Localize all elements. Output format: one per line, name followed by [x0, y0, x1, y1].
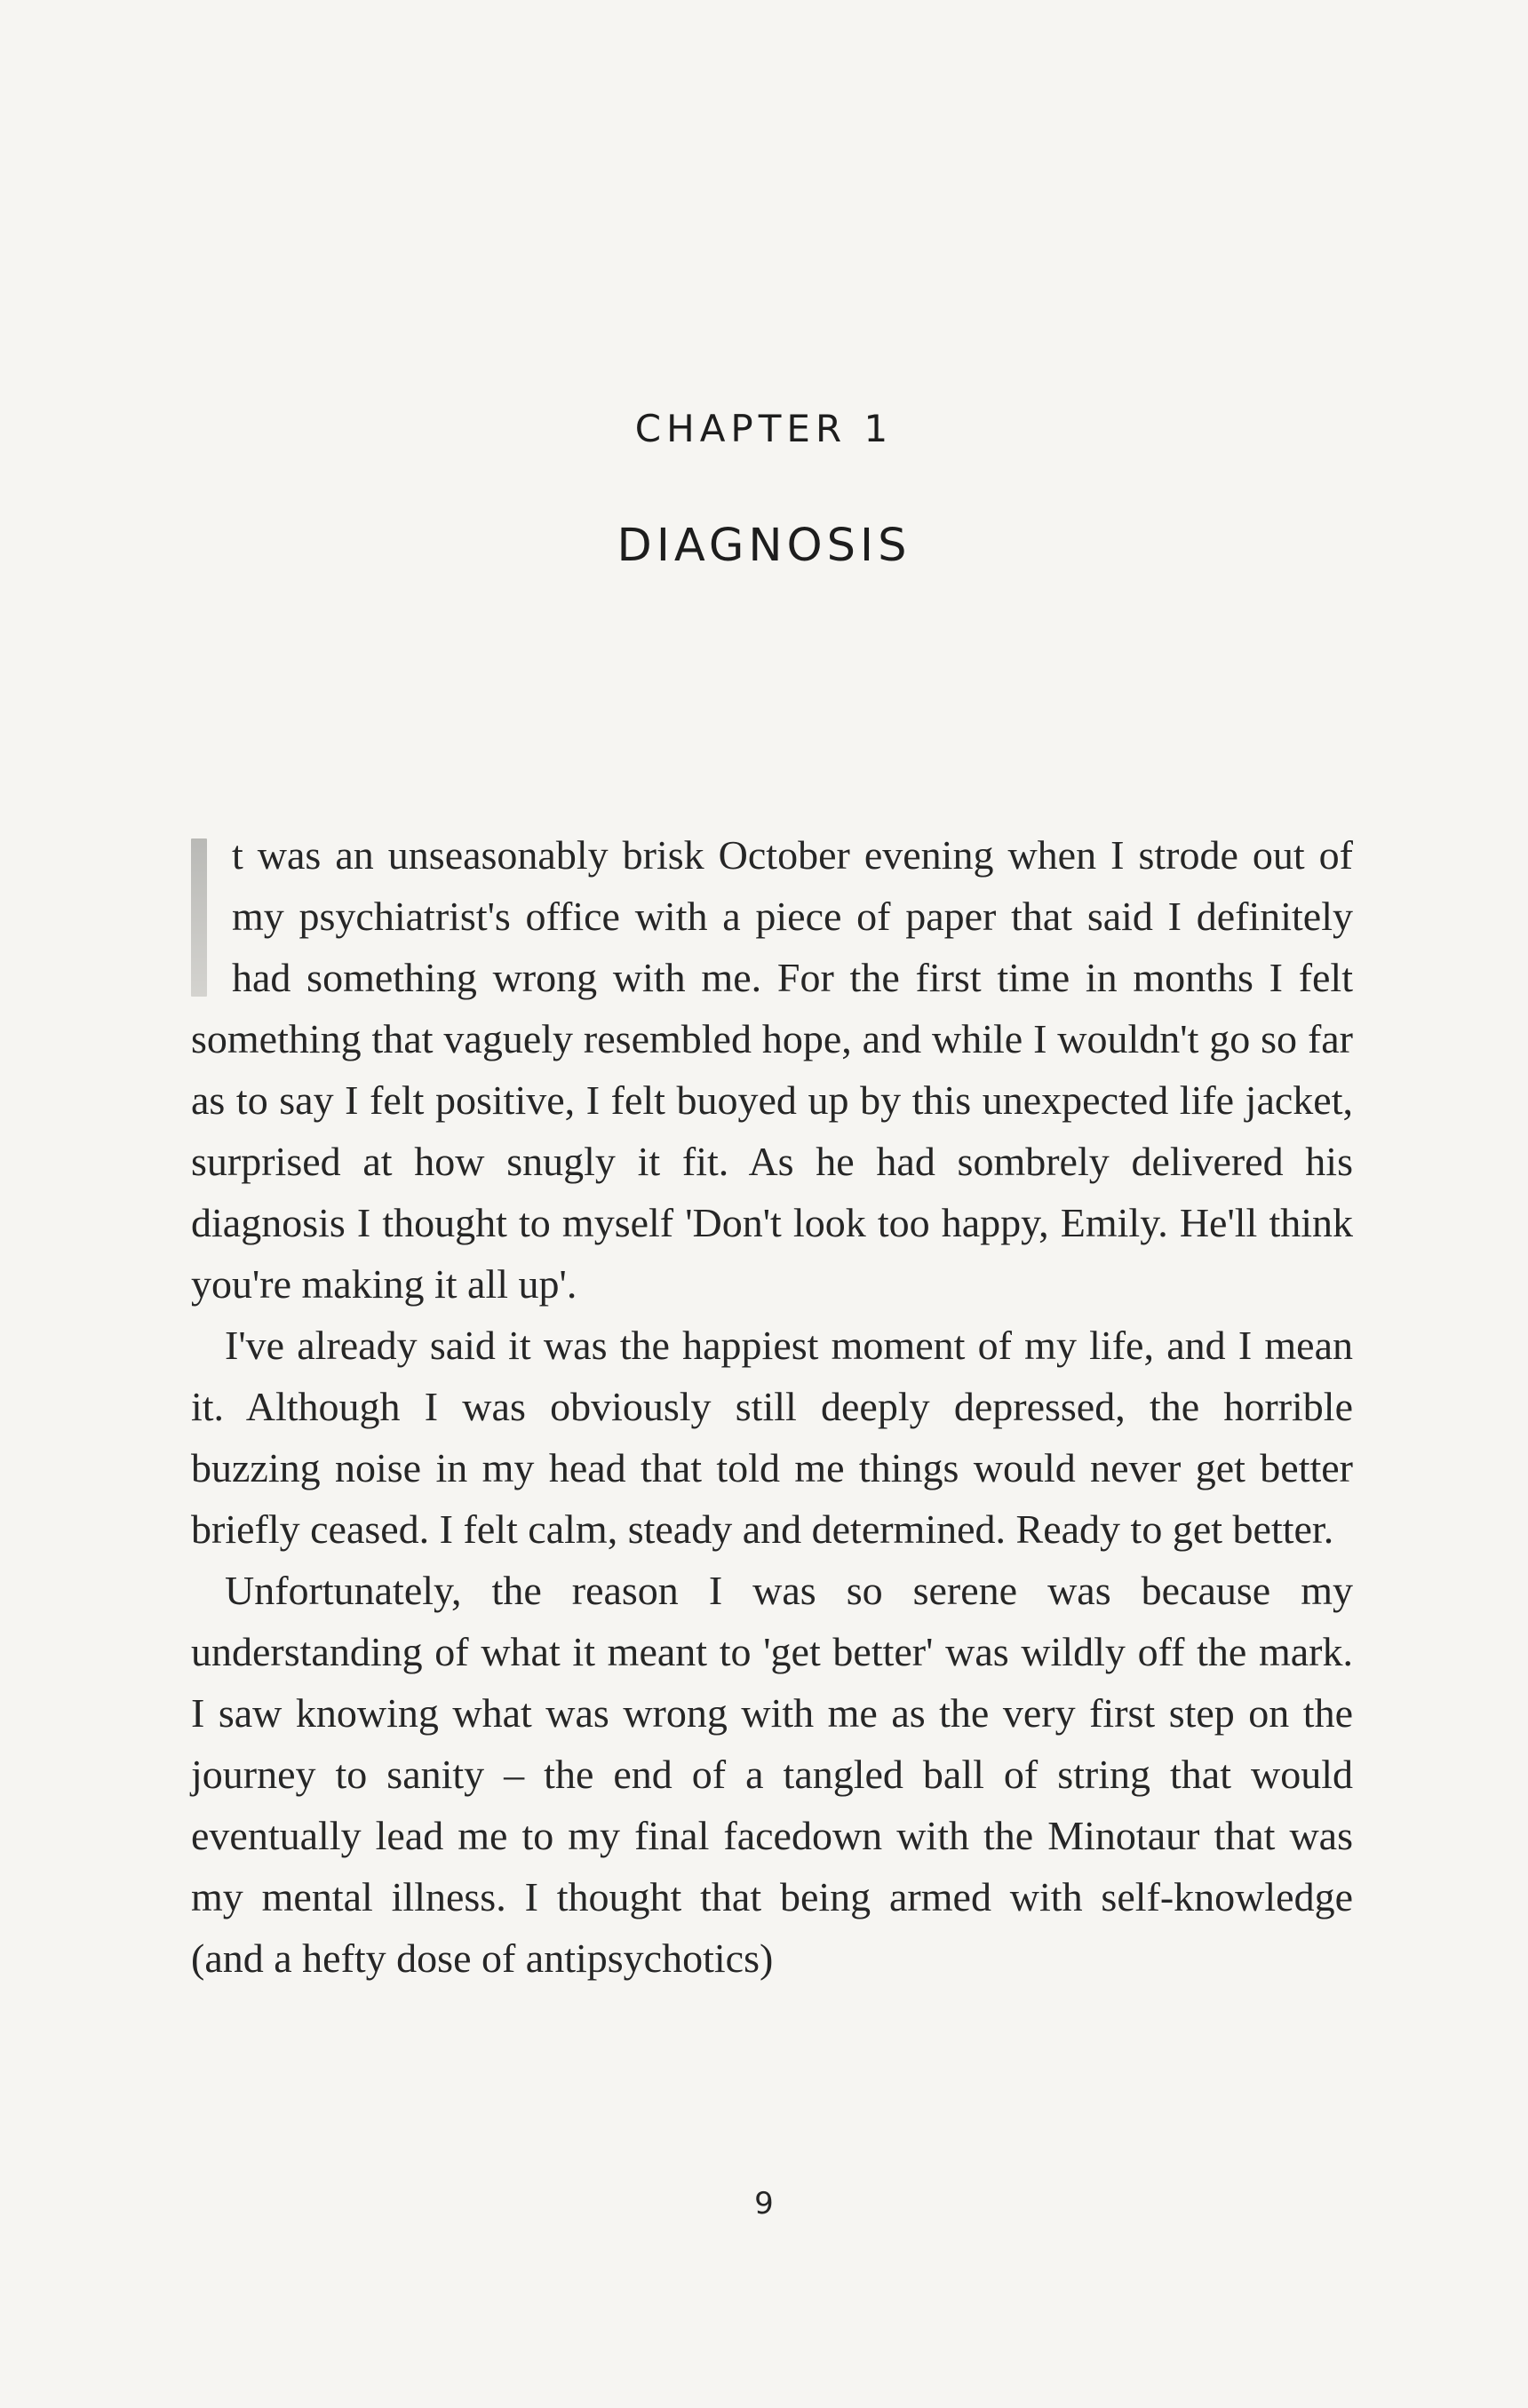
page-number: 9 [754, 2186, 774, 2221]
paragraph-2: I've already said it was the happiest moment of my life, and I mean it. Although I was obviously still deeply depressed, the horrible buzzing noise in my head that told me things would never get better briefly ceased. I felt calm, steady and determined. Ready to get better. [191, 1323, 1353, 1552]
chapter-label: CHAPTER 1 [634, 407, 894, 450]
chapter-title: DIAGNOSIS [617, 520, 911, 572]
drop-cap-letter [191, 838, 207, 997]
body-text [191, 824, 1353, 1989]
paragraph-1 [191, 824, 1353, 1315]
paragraph-1-text: t was an unseasonably brisk October evening when I strode out of my psychiatrist's office with a piece of paper that said I definitely had something wrong with me. For the first time in months I felt something that vaguely resembled hope, and while I wouldn't go so far as to say I felt positive, I felt buoyed up by this unexpected life jacket, surprised at how snugly it fit. As he had sombrely delivered his diagnosis I thought to myself 'Don't look too happy, Emily. He'll think you're making it all up'. [191, 832, 1353, 1307]
paragraph-3: Unfortunately, the reason I was so serene was because my understanding of what it meant to 'get better' was wildly off the mark. I saw knowing what was wrong with me as the very first step on the journey to sanity – the end of a tangled ball of string that would eventually lead me to my final facedown with the Minotaur that was my mental illness. I thought that being armed with self-knowledge (and a hefty dose of antipsychotics) [191, 1568, 1353, 1981]
